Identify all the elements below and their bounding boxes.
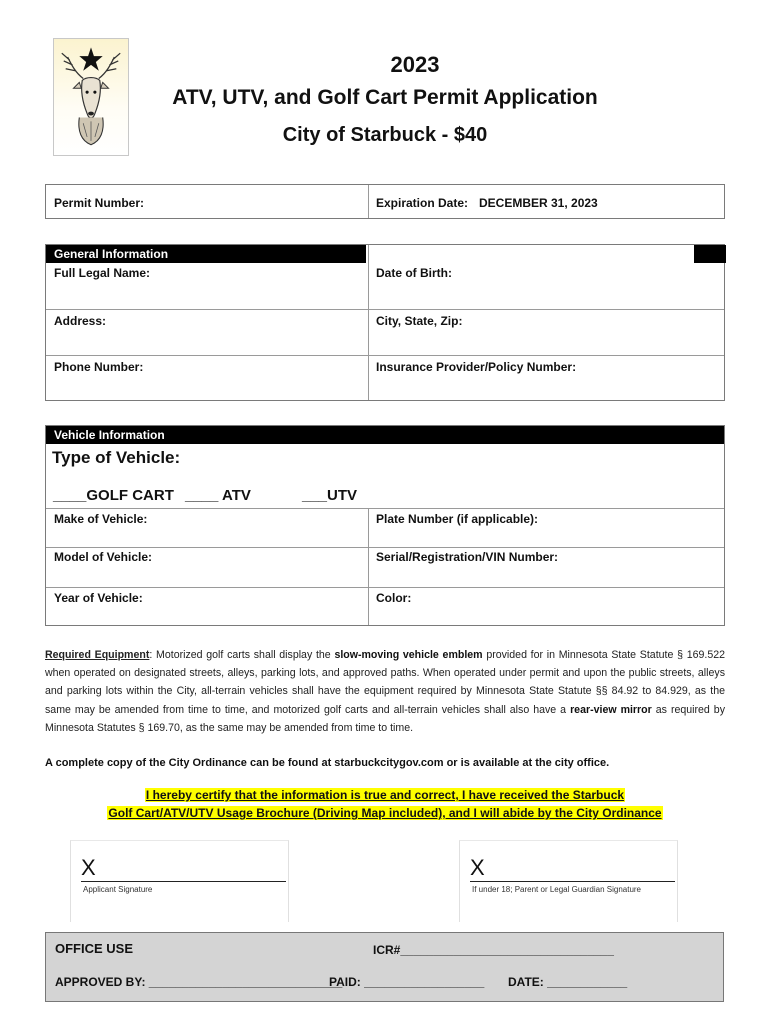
general-information-header (46, 245, 366, 263)
applicant-signature-line (81, 881, 286, 882)
approved-by-field: APPROVED BY: _____________________________ (55, 975, 343, 989)
atv-option[interactable]: ____ ATV (185, 487, 251, 504)
general-information-title: General Information (54, 247, 169, 261)
type-of-vehicle-heading: Type of Vehicle: (52, 448, 181, 467)
slow-moving-emblem-text: slow-moving vehicle emblem (334, 649, 483, 661)
phone-number-label: Phone Number: (54, 360, 144, 374)
date-of-birth-label: Date of Birth: (376, 266, 452, 280)
equipment-text-2: provided for in Minnesota State Statute § 169.522 when operated on designated streets, alleys, parking lots, and approved paths. When operated under permit and upon the public streets, alleys and parking lots within the City, all-terrain vehicles shall have the equipment required by Minnesota State Statute §§ 84.92 to 84.929, as the same may be amended from time to time, and motorized golf carts and all-terrain vehicles shall also have a (45, 649, 725, 716)
general-information-section (45, 244, 725, 401)
applicant-signature-mark: X (81, 855, 96, 880)
city-state-zip-label: City, State, Zip: (376, 314, 463, 328)
certification-line-2: Golf Cart/ATV/UTV Usage Brochure (Driving Map included), and I will abide by the City Ordinance (108, 806, 662, 820)
form-subtitle: City of Starbuck - $40 (282, 124, 488, 146)
certification-line-1: I hereby certify that the information is true and correct, I have received the Starbuck (145, 788, 625, 802)
vehicle-information-header (46, 426, 724, 444)
icr-field: ICR#________________________________ (373, 943, 614, 957)
rear-view-mirror-text: rear-view mirror (570, 703, 652, 716)
applicant-signature-caption: Applicant Signature (83, 885, 153, 894)
model-of-vehicle-label: Model of Vehicle: (54, 550, 153, 564)
ordinance-note: A complete copy of the City Ordinance can be found at starbuckcitygov.com or is available at the city office. (45, 757, 610, 769)
office-use-title: OFFICE USE (55, 941, 134, 956)
guardian-signature-line (470, 881, 675, 882)
year-of-vehicle-label: Year of Vehicle: (54, 591, 143, 605)
golf-cart-option[interactable]: ____GOLF CART (53, 487, 174, 504)
expiration-date-label: Expiration Date: (376, 196, 469, 210)
vehicle-information-title: Vehicle Information (54, 428, 165, 442)
plate-number-label: Plate Number (if applicable): (376, 512, 539, 526)
required-equipment-paragraph (45, 646, 725, 737)
general-header-corner (694, 245, 726, 263)
guardian-signature-mark: X (470, 855, 485, 880)
form-title: ATV, UTV, and Golf Cart Permit Application (172, 86, 598, 109)
permit-number-label: Permit Number: (54, 196, 145, 210)
guardian-signature-box[interactable] (459, 840, 678, 922)
expiration-date-value: DECEMBER 31, 2023 (479, 196, 598, 210)
address-label: Address: (54, 314, 107, 328)
applicant-signature-box[interactable] (70, 840, 289, 922)
make-of-vehicle-label: Make of Vehicle: (54, 512, 148, 526)
guardian-signature-caption: If under 18; Parent or Legal Guardian Signature (472, 885, 641, 894)
permit-box (45, 184, 725, 219)
date-field: DATE: ____________ (508, 975, 628, 989)
required-equipment-heading: Required Equipment (45, 649, 150, 661)
equipment-text-1: : Motorized golf carts shall display the (149, 649, 335, 661)
insurance-label: Insurance Provider/Policy Number: (376, 360, 577, 374)
office-use-box (45, 932, 724, 1002)
form-year: 2023 (390, 52, 440, 77)
paid-field: PAID: __________________ (329, 975, 485, 989)
utv-option[interactable]: ___UTV (302, 487, 358, 504)
color-label: Color: (376, 591, 412, 605)
equipment-text-3: as required by Minnesota Statutes § 169.70, as the same may be amended from time to time. (45, 703, 725, 734)
full-legal-name-label: Full Legal Name: (54, 266, 151, 280)
vin-number-label: Serial/Registration/VIN Number: (376, 550, 559, 564)
